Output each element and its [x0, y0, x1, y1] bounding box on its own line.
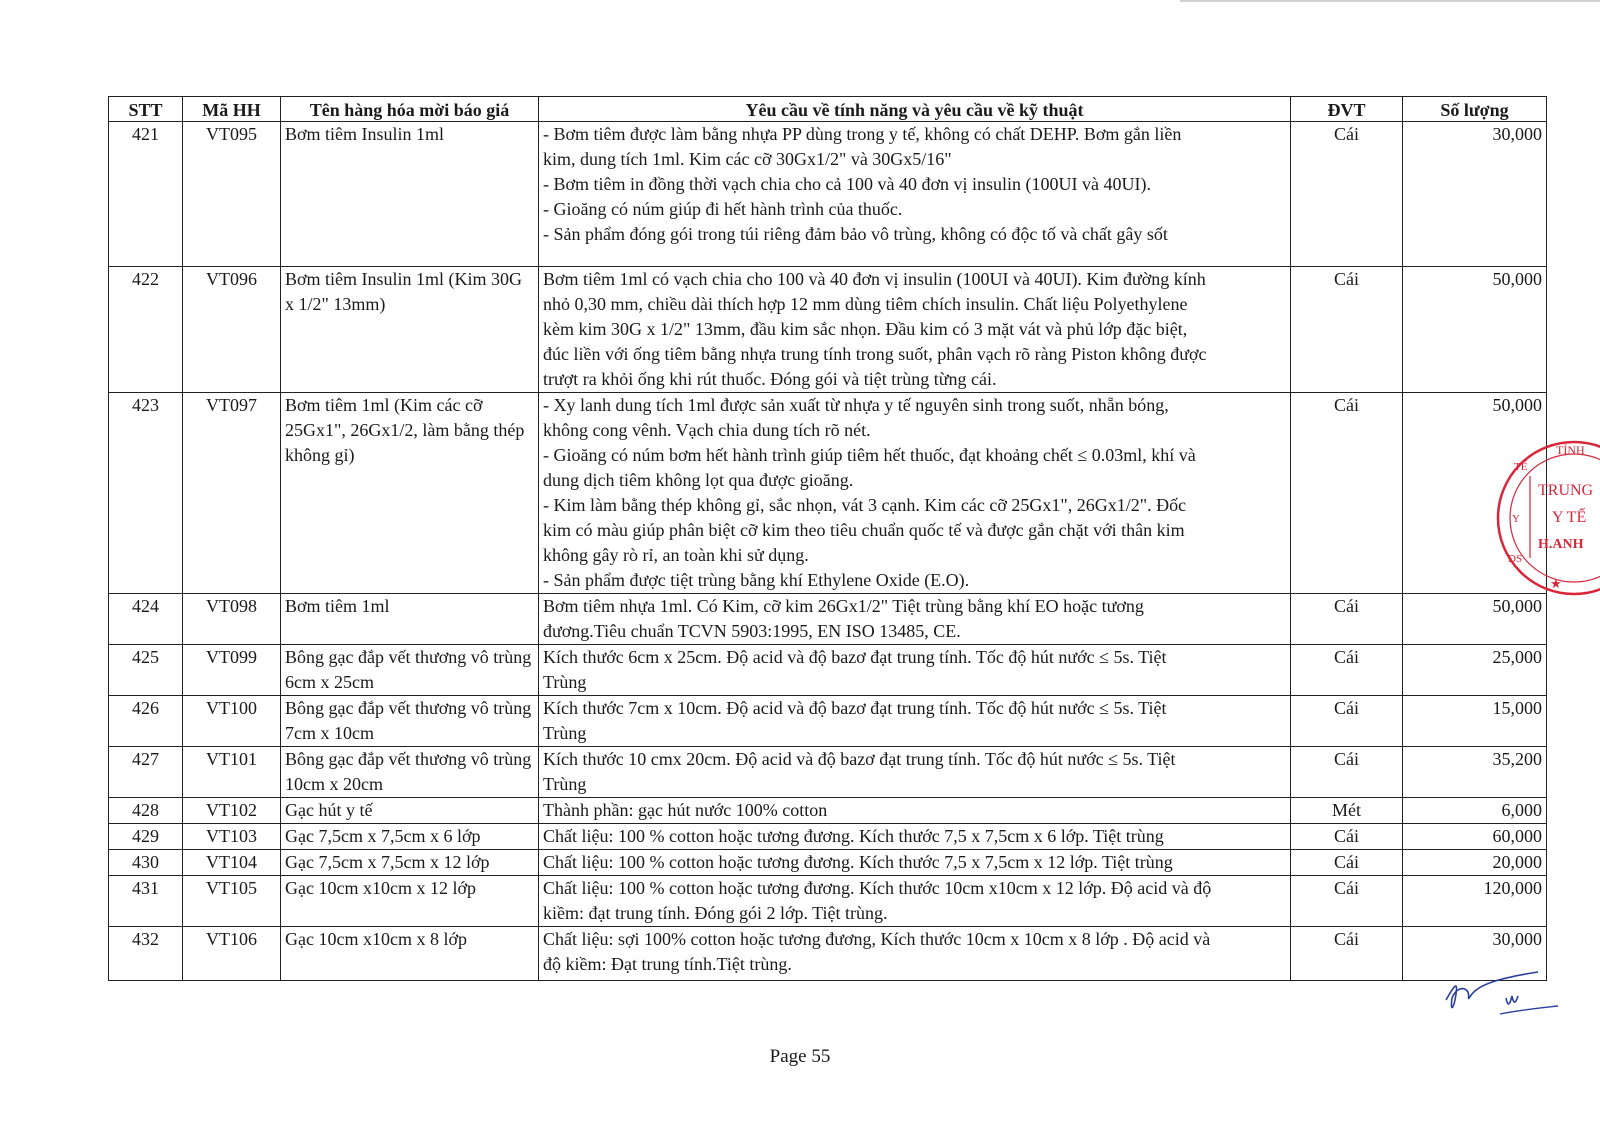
- cell-unit: Cái: [1291, 393, 1403, 594]
- spec-line: - Bơm tiêm in đồng thời vạch chia cho cả 100 và 40 đơn vị insulin (100UI và 40UI).: [543, 174, 1151, 194]
- cell-name: Bơm tiêm 1ml (Kim các cỡ 25Gx1", 26Gx1/2, làm bằng thép không gỉ): [281, 393, 539, 594]
- cell-stt: 427: [109, 747, 183, 798]
- cell-spec: [539, 594, 1291, 645]
- table-row: [109, 747, 1547, 798]
- cell-unit: Cái: [1291, 850, 1403, 876]
- table-body: [109, 122, 1547, 981]
- cell-name: Gạc hút y tế: [281, 798, 539, 824]
- cell-qty: 20,000: [1403, 850, 1547, 876]
- cell-qty: 35,200: [1403, 747, 1547, 798]
- cell-qty: 60,000: [1403, 824, 1547, 850]
- table-row: [109, 696, 1547, 747]
- cell-code: VT101: [183, 747, 281, 798]
- cell-name: Bơm tiêm 1ml: [281, 594, 539, 645]
- handwritten-signature: [1440, 968, 1560, 1028]
- cell-stt: 422: [109, 267, 183, 393]
- cell-code: VT103: [183, 824, 281, 850]
- spec-line: - Bơm tiêm được làm bằng nhựa PP dùng trong y tế, không có chất DEHP. Bơm gắn liền: [543, 124, 1182, 144]
- stamp-line-3: Y TẾ: [1552, 509, 1587, 526]
- quotation-table: [108, 96, 1547, 981]
- stamp-side-bottom: ĐS: [1508, 553, 1523, 565]
- spec-line: kim, dung tích 1ml. Kim các cỡ 30Gx1/2" và 30Gx5/16": [543, 149, 952, 169]
- spec-line: đúc liền với ống tiêm bằng nhựa trung tính trong suốt, phân vạch rõ ràng Piston không được: [543, 344, 1207, 364]
- cell-stt: 430: [109, 850, 183, 876]
- cell-spec: [539, 645, 1291, 696]
- stamp-line-1: TỈNH: [1556, 443, 1585, 457]
- cell-code: VT098: [183, 594, 281, 645]
- cell-qty: 50,000: [1403, 393, 1547, 594]
- top-edge-line: [1180, 0, 1600, 2]
- cell-stt: 423: [109, 393, 183, 594]
- cell-unit: Cái: [1291, 594, 1403, 645]
- cell-stt: 426: [109, 696, 183, 747]
- spec-line: Bơm tiêm nhựa 1ml. Có Kim, cỡ kim 26Gx1/2" Tiệt trùng bằng khí EO hoặc tương: [543, 596, 1144, 616]
- cell-unit: Cái: [1291, 876, 1403, 927]
- cell-unit: Cái: [1291, 824, 1403, 850]
- table-row: [109, 122, 1547, 267]
- spec-line: kiềm: đạt trung tính. Đóng gói 2 lớp. Tiệt trùng.: [543, 903, 888, 923]
- cell-qty: 25,000: [1403, 645, 1547, 696]
- spec-line: Chất liệu: 100 % cotton hoặc tương đương. Kích thước 7,5 x 7,5cm x 12 lớp. Tiệt trùng: [543, 852, 1173, 872]
- cell-spec: [539, 876, 1291, 927]
- cell-name: Gạc 7,5cm x 7,5cm x 6 lớp: [281, 824, 539, 850]
- cell-stt: 421: [109, 122, 183, 267]
- cell-name: Gạc 10cm x10cm x 8 lớp: [281, 927, 539, 981]
- cell-spec: [539, 267, 1291, 393]
- spec-line: Bơm tiêm 1ml có vạch chia cho 100 và 40 đơn vị insulin (100UI và 40UI). Kim đường kính: [543, 269, 1206, 289]
- cell-code: VT095: [183, 122, 281, 267]
- cell-qty: 50,000: [1403, 594, 1547, 645]
- spec-line: đương.Tiêu chuẩn TCVN 5903:1995, EN ISO 13485, CE.: [543, 621, 961, 641]
- spec-line: Trùng: [543, 774, 587, 794]
- spec-line: dung dịch tiêm không lọt qua được gioăng.: [543, 470, 854, 490]
- cell-unit: Cái: [1291, 696, 1403, 747]
- spec-line: Kích thước 6cm x 25cm. Độ acid và độ bazơ đạt trung tính. Tốc độ hút nước ≤ 5s. Tiệt: [543, 647, 1167, 667]
- header-unit: ĐVT: [1291, 97, 1403, 122]
- spec-line: - Gioăng có núm bơm hết hành trình giúp tiêm hết thuốc, đạt khoảng chết ≤ 0.03ml, khí và: [543, 445, 1196, 465]
- cell-qty: 30,000: [1403, 927, 1547, 981]
- spec-line: Trùng: [543, 723, 587, 743]
- header-name: Tên hàng hóa mời báo giá: [281, 97, 539, 122]
- table-row: [109, 645, 1547, 696]
- cell-spec: [539, 850, 1291, 876]
- spec-line: Trùng: [543, 672, 587, 692]
- spec-line: không cong vênh. Vạch chia dung tích rõ nét.: [543, 420, 871, 440]
- table-row: [109, 927, 1547, 981]
- cell-spec: [539, 824, 1291, 850]
- spec-line: kèm kim 30G x 1/2" 13mm, đầu kim sắc nhọn. Đầu kim có 3 mặt vát và phủ lớp đặc biệt,: [543, 319, 1188, 339]
- cell-stt: 428: [109, 798, 183, 824]
- page-number: Page 55: [769, 1046, 831, 1067]
- table-header-row: [109, 97, 1547, 122]
- cell-name: Bông gạc đắp vết thương vô trùng 7cm x 10cm: [281, 696, 539, 747]
- cell-unit: Cái: [1291, 927, 1403, 981]
- spec-line: - Xy lanh dung tích 1ml được sản xuất từ nhựa y tế nguyên sinh trong suốt, nhẵn bóng,: [543, 395, 1169, 415]
- header-code: Mã HH: [183, 97, 281, 122]
- table-row: [109, 594, 1547, 645]
- cell-code: VT096: [183, 267, 281, 393]
- cell-code: VT104: [183, 850, 281, 876]
- spec-line: Chất liệu: 100 % cotton hoặc tương đương. Kích thước 10cm x10cm x 12 lớp. Độ acid và độ: [543, 878, 1212, 898]
- spec-line: nhỏ 0,30 mm, chiều dài thích hợp 12 mm dùng tiêm chích insulin. Chất liệu Polyethylene: [543, 294, 1188, 314]
- table-row: [109, 824, 1547, 850]
- cell-name: Bơm tiêm Insulin 1ml: [281, 122, 539, 267]
- spec-line: Chất liệu: 100 % cotton hoặc tương đương. Kích thước 7,5 x 7,5cm x 6 lớp. Tiệt trùng: [543, 826, 1164, 846]
- cell-stt: 424: [109, 594, 183, 645]
- stamp-line-4: H.ANH: [1538, 537, 1584, 552]
- cell-code: VT100: [183, 696, 281, 747]
- cell-code: VT106: [183, 927, 281, 981]
- cell-qty: 120,000: [1403, 876, 1547, 927]
- stamp-side-left: Y: [1512, 513, 1520, 525]
- cell-qty: 15,000: [1403, 696, 1547, 747]
- cell-name: Bông gạc đắp vết thương vô trùng 10cm x 20cm: [281, 747, 539, 798]
- spec-line: không gây rò rỉ, an toàn khi sử dụng.: [543, 545, 809, 565]
- cell-name: Bông gạc đắp vết thương vô trùng 6cm x 25cm: [281, 645, 539, 696]
- cell-name: Gạc 10cm x10cm x 12 lớp: [281, 876, 539, 927]
- cell-code: VT102: [183, 798, 281, 824]
- cell-stt: 425: [109, 645, 183, 696]
- cell-spec: [539, 927, 1291, 981]
- spec-line: Thành phần: gạc hút nước 100% cotton: [543, 800, 828, 820]
- cell-unit: Cái: [1291, 267, 1403, 393]
- cell-spec: [539, 747, 1291, 798]
- table-row: [109, 850, 1547, 876]
- header-stt: STT: [109, 97, 183, 122]
- cell-qty: 6,000: [1403, 798, 1547, 824]
- spec-line: Chất liệu: sợi 100% cotton hoặc tương đương, Kích thước 10cm x 10cm x 8 lớp . Độ acid và: [543, 929, 1211, 949]
- official-red-stamp: [1490, 432, 1600, 602]
- spec-line: trượt ra khỏi ống khi rút thuốc. Đóng gói và tiệt trùng từng cái.: [543, 369, 997, 389]
- cell-qty: 50,000: [1403, 267, 1547, 393]
- cell-stt: 432: [109, 927, 183, 981]
- cell-spec: [539, 122, 1291, 267]
- table-row: [109, 798, 1547, 824]
- cell-stt: 431: [109, 876, 183, 927]
- cell-unit: Cái: [1291, 122, 1403, 267]
- cell-qty: 30,000: [1403, 122, 1547, 267]
- spec-line: - Gioăng có núm giúp đi hết hành trình của thuốc.: [543, 199, 903, 219]
- cell-unit: Cái: [1291, 645, 1403, 696]
- cell-unit: Cái: [1291, 747, 1403, 798]
- table-row: [109, 267, 1547, 393]
- cell-name: Bơm tiêm Insulin 1ml (Kim 30G x 1/2" 13mm): [281, 267, 539, 393]
- stamp-star: ★: [1550, 576, 1562, 591]
- table-row: [109, 393, 1547, 594]
- cell-spec: [539, 393, 1291, 594]
- spec-line: - Sản phẩm đóng gói trong túi riêng đảm bảo vô trùng, không có độc tố và chất gây sốt: [543, 224, 1168, 244]
- cell-unit: Mét: [1291, 798, 1403, 824]
- cell-code: VT097: [183, 393, 281, 594]
- spec-line: Kích thước 10 cmx 20cm. Độ acid và độ bazơ đạt trung tính. Tốc độ hút nước ≤ 5s. Tiệt: [543, 749, 1176, 769]
- header-qty: Số lượng: [1403, 97, 1547, 122]
- spec-line: - Kim làm bằng thép không gỉ, sắc nhọn, vát 3 cạnh. Kim các cỡ 25Gx1", 26Gx1/2". Đốc: [543, 495, 1187, 515]
- cell-spec: [539, 798, 1291, 824]
- cell-code: VT105: [183, 876, 281, 927]
- header-spec: Yêu cầu về tính năng và yêu cầu về kỹ thuật: [539, 97, 1291, 122]
- spec-line: độ kiềm: Đạt trung tính.Tiệt trùng.: [543, 954, 792, 974]
- spec-line: Kích thước 7cm x 10cm. Độ acid và độ bazơ đạt trung tính. Tốc độ hút nước ≤ 5s. Tiệt: [543, 698, 1167, 718]
- cell-stt: 429: [109, 824, 183, 850]
- spec-line: kim có màu giúp phân biệt cỡ kim theo tiêu chuẩn quốc tế và được gắn chặt với thân kim: [543, 520, 1185, 540]
- spec-line: - Sản phẩm được tiệt trùng bằng khí Ethylene Oxide (E.O).: [543, 570, 970, 590]
- cell-code: VT099: [183, 645, 281, 696]
- table-row: [109, 876, 1547, 927]
- cell-spec: [539, 696, 1291, 747]
- stamp-side-top: TẾ: [1514, 461, 1528, 473]
- stamp-line-2: TRUNG: [1538, 482, 1594, 499]
- cell-name: Gạc 7,5cm x 7,5cm x 12 lớp: [281, 850, 539, 876]
